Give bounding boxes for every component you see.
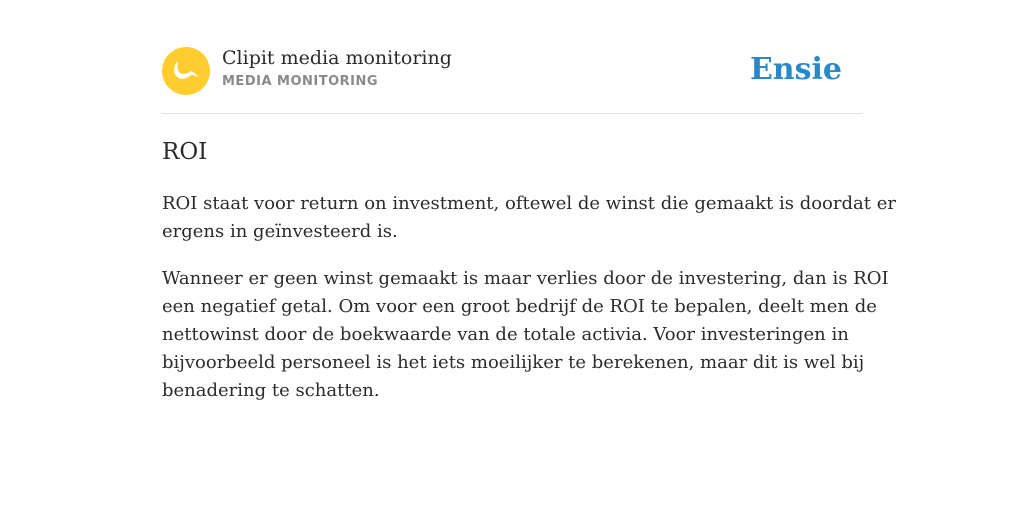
paragraph-line: ROI staat voor return on investment, oftewel de winst die gemaakt is doordat er [162, 193, 896, 214]
paragraph-line: een negatief getal. Om voor een groot bedrijf de ROI te bepalen, deelt men de [162, 296, 877, 317]
paragraph-line: nettowinst door de boekwaarde van de totale activia. Voor investeringen in [162, 324, 849, 345]
avatar[interactable] [162, 47, 210, 95]
brand-logo[interactable]: Ensie [749, 52, 842, 87]
org-subtitle: MEDIA MONITORING [222, 74, 379, 89]
paragraph-line: benadering te schatten. [162, 380, 380, 401]
paragraph-1 [162, 190, 896, 246]
paragraph-line: Wanneer er geen winst gemaakt is maar verlies door de investering, dan is ROI [162, 268, 889, 289]
paragraph-2 [162, 265, 889, 405]
org-name[interactable]: Clipit media monitoring [222, 47, 452, 69]
article-body [162, 190, 896, 424]
paragraph-line: ergens in geïnvesteerd is. [162, 221, 398, 242]
paragraph-line: bijvoorbeeld personeel is het iets moeilijker te berekenen, maar dit is wel bij [162, 352, 865, 373]
header [162, 46, 862, 96]
page-title: ROI [162, 139, 208, 165]
header-divider [162, 113, 862, 114]
